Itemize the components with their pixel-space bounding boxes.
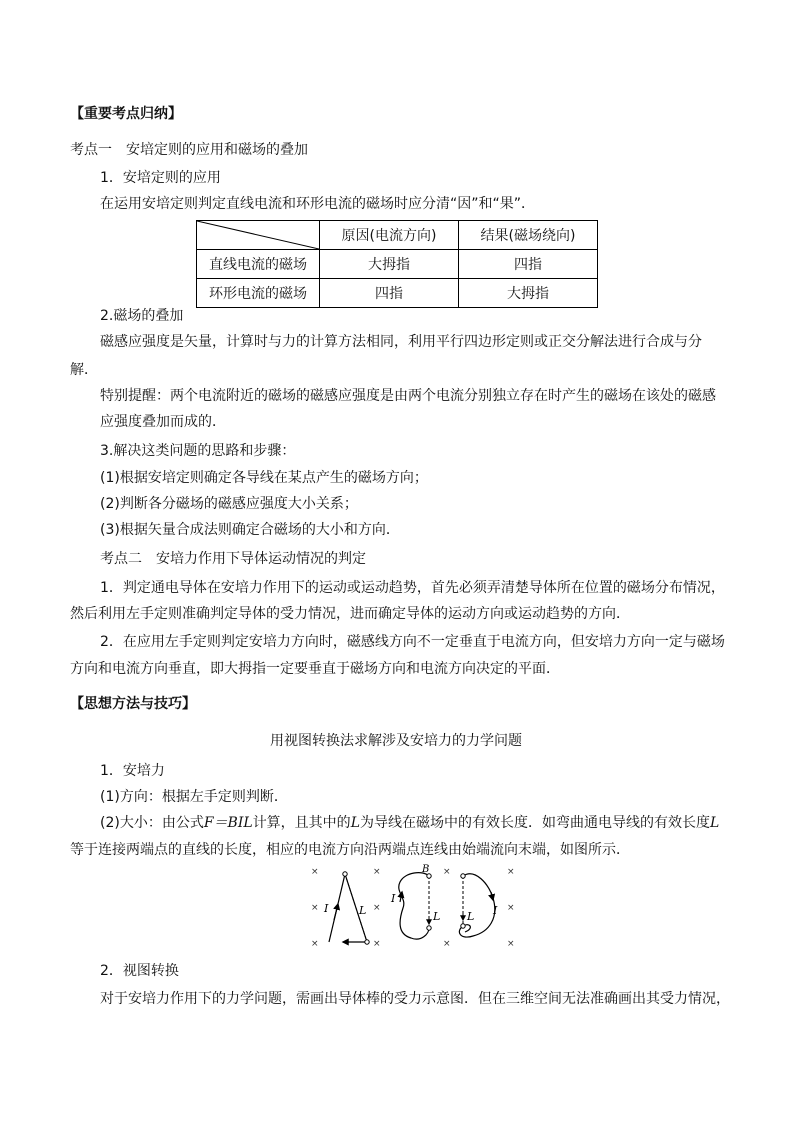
triangle-wire bbox=[323, 872, 369, 944]
topic1-sub1: 1．安培定则的应用 bbox=[100, 170, 221, 186]
row-result: 大拇指 bbox=[459, 279, 598, 308]
current-label: I bbox=[493, 904, 498, 917]
field-cross: × bbox=[373, 867, 381, 877]
topic1-sub2: 2.磁场的叠加 bbox=[100, 308, 184, 324]
topic1-sub1-text: 在运用安培定则判定直线电流和环形电流的磁场时应分清“因”和“果”． bbox=[100, 196, 536, 212]
length-label: L bbox=[467, 910, 475, 923]
length-symbol: L bbox=[709, 815, 720, 831]
loop-wire bbox=[459, 874, 498, 937]
field-cross: × bbox=[311, 867, 319, 877]
field-cross: × bbox=[443, 939, 451, 949]
diagonal-header-cell bbox=[197, 221, 320, 250]
magnitude-middle: 计算，且其中的 bbox=[252, 815, 351, 831]
length-label: L bbox=[433, 910, 441, 923]
magnitude-suffix: 为导线在磁场中的有效长度．如弯曲通电导线的有效长度 bbox=[359, 815, 710, 831]
header-cause: 原因(电流方向) bbox=[320, 221, 459, 250]
row-result: 四指 bbox=[459, 250, 598, 279]
topic2-p2-line1: 2．在应用左手定则判定安培力方向时，磁感线方向不一定垂直于电流方向，但安培力方向一定与磁场 bbox=[100, 634, 725, 650]
item2-heading: 2．视图转换 bbox=[100, 963, 179, 979]
center-title: 用视图转换法求解涉及安培力的力学问题 bbox=[270, 733, 522, 749]
field-cross: × bbox=[373, 939, 381, 949]
row-cause: 四指 bbox=[320, 279, 459, 308]
step-3: (3)根据矢量合成法则确定合磁场的大小和方向． bbox=[100, 522, 400, 538]
diagonal-line bbox=[197, 221, 319, 249]
field-cross: × bbox=[507, 939, 515, 949]
section-heading-methods: 【思想方法与技巧】 bbox=[70, 696, 196, 712]
step-2: (2)判断各分磁场的磁感应强度大小关系； bbox=[100, 496, 358, 512]
field-cross: × bbox=[373, 903, 381, 913]
topic2-p1-line2: 然后利用左手定则准确判定导体的受力情况，进而确定导体的运动方向或运动趋势的方向． bbox=[70, 606, 630, 622]
field-cross: × bbox=[311, 939, 319, 949]
ampere-rule-table bbox=[196, 220, 598, 308]
row-cause: 大拇指 bbox=[320, 250, 459, 279]
topic2-p2-line2: 方向和电流方向垂直，即大拇指一定要垂直于磁场方向和电流方向决定的平面． bbox=[70, 661, 560, 677]
formula-text: F＝BIL bbox=[203, 815, 253, 831]
curved-wire bbox=[390, 864, 440, 939]
b-label: B bbox=[422, 864, 430, 875]
field-cross: × bbox=[507, 903, 515, 913]
current-label: I bbox=[324, 902, 329, 915]
row-label: 直线电流的磁场 bbox=[197, 250, 320, 279]
topic1-title: 考点一 安培定则的应用和磁场的叠加 bbox=[70, 142, 308, 158]
magnitude-prefix: (2)大小：由公式 bbox=[100, 815, 204, 831]
effective-length-figure bbox=[305, 862, 525, 952]
topic2-title: 考点二 安培力作用下导体运动情况的判定 bbox=[100, 551, 366, 567]
header-result: 结果(磁场绕向) bbox=[459, 221, 598, 250]
force-magnitude-line bbox=[100, 813, 719, 833]
item2-text: 对于安培力作用下的力学问题，需画出导体棒的受力示意图．但在三维空间无法准确画出其受力情况， bbox=[100, 991, 730, 1007]
note-line1: 特别提醒：两个电流附近的磁场的磁感应强度是由两个电流分别独立存在时产生的磁场在该处的磁感 bbox=[100, 388, 716, 404]
table-row bbox=[197, 279, 598, 308]
length-label: L bbox=[359, 904, 367, 917]
topic2-p1-line1: 1．判定通电导体在安培力作用下的运动或运动趋势，首先必须弄清楚导体所在位置的磁场分布情况， bbox=[100, 580, 725, 596]
current-label: I bbox=[391, 892, 396, 905]
item1-heading: 1．安培力 bbox=[100, 763, 165, 779]
note-line2: 应强度叠加而成的． bbox=[100, 414, 226, 430]
table-header-row bbox=[197, 221, 598, 250]
row-label: 环形电流的磁场 bbox=[197, 279, 320, 308]
step-1: (1)根据安培定则确定各导线在某点产生的磁场方向； bbox=[100, 470, 428, 486]
topic1-sub2-line1: 磁感应强度是矢量，计算时与力的计算方法相同，利用平行四边形定则或正交分解法进行合成与分 bbox=[100, 334, 702, 350]
topic1-sub2-line2: 解． bbox=[70, 362, 98, 378]
topic1-sub3: 3.解决这类问题的思路和步骤： bbox=[100, 443, 296, 459]
field-cross: × bbox=[311, 903, 319, 913]
field-cross: × bbox=[443, 867, 451, 877]
force-direction-line: (1)方向：根据左手定则判断． bbox=[100, 789, 288, 805]
section-heading-key-points: 【重要考点归纳】 bbox=[70, 106, 182, 122]
force-magnitude-line2: 等于连接两端点的直线的长度，相应的电流方向沿两端点连线由始端流向末端，如图所示． bbox=[70, 842, 630, 858]
field-cross: × bbox=[507, 867, 515, 877]
table-row bbox=[197, 250, 598, 279]
length-symbol: L bbox=[350, 815, 360, 831]
